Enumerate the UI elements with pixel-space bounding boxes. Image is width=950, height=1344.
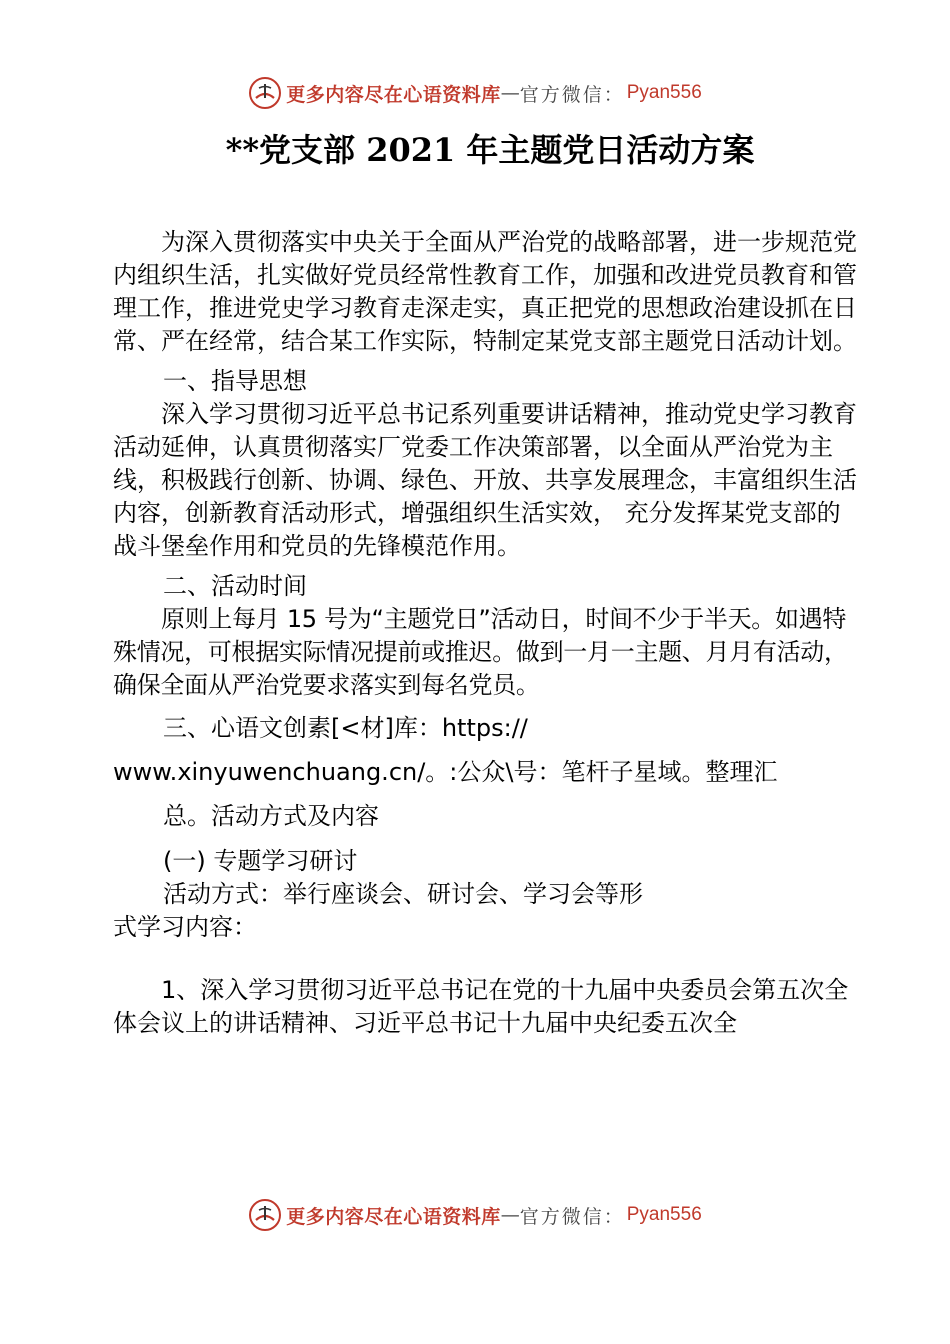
document-body — [113, 226, 863, 1040]
banner-dash: — — [500, 82, 520, 104]
heading3-line-3: 总。活动方式及内容 — [163, 802, 379, 830]
section-heading-activity-method — [113, 706, 863, 838]
activity-time-paragraph: 原则上每月 15 号为“主题党日”活动日，时间不少于半天。如遇特殊情况，可根据实际情况提前或推迟。做到一月一主题、月月有活动，确保全面从严治党要求落实到每名党员。 — [113, 605, 848, 699]
section-heading-activity-time: 二、活动时间 — [163, 572, 307, 600]
book-logo-icon — [248, 76, 282, 110]
banner-wechat-label: 官方微信： — [519, 1205, 625, 1228]
banner-wechat-id: Pyan556 — [626, 1204, 702, 1225]
method-line-2: 式学习内容： — [113, 913, 257, 941]
subsection-heading-study: (一) 专题学习研讨 — [163, 847, 358, 875]
method-line-1: 活动方式：举行座谈会、研讨会、学习会等形 — [163, 880, 643, 908]
footer-watermark-banner — [0, 1195, 950, 1235]
heading3-line-2: www.xinyuwenchuang.cn/。:公众\号：笔杆子星域。整理汇 — [113, 758, 778, 786]
banner-brand-text: 更多内容尽在心语资料库 — [286, 1205, 501, 1228]
study-item-1: 1、深入学习贯彻习近平总书记在党的十九届中央委员会第五次全体会议上的讲话精神、习近平总书记十九届中央纪委五次全 — [113, 976, 849, 1037]
banner-brand-text: 更多内容尽在心语资料库 — [286, 83, 501, 106]
banner-wechat-id: Pyan556 — [626, 82, 702, 103]
header-watermark-banner — [0, 73, 950, 113]
banner-wechat-label: 官方微信： — [519, 83, 625, 106]
book-logo-icon — [248, 1198, 282, 1232]
guiding-ideology-paragraph: 深入学习贯彻习近平总书记系列重要讲话精神，推动党史学习教育活动延伸，认真贯彻落实厂党委工作决策部署，以全面从严治党为主线，积极践行创新、协调、绿色、开放、共享发展理念，丰富组织生活内容，创新教育活动形式，增强组织生活实效， 充分发挥某党支部的战斗堡垒作用和党员的先锋模范作用。 — [113, 400, 857, 560]
section-heading-guiding-ideology: 一、指导思想 — [163, 367, 307, 395]
heading3-line-1: 三、心语文创素[<材]库：https:// — [163, 714, 528, 742]
intro-paragraph: 为深入贯彻落实中央关于全面从严治党的战略部署，进一步规范党内组织生活，扎实做好党员经常性教育工作，加强和改进党员教育和管理工作，推进党史学习教育走深走实，真正把党的思想政治建设抓在日常、严在经常，结合某工作实际，特制定某党支部主题党日活动计划。 — [113, 228, 857, 355]
document-title: **党支部 2021 年主题党日活动方案 — [225, 131, 755, 169]
banner-dash: — — [500, 1204, 520, 1226]
